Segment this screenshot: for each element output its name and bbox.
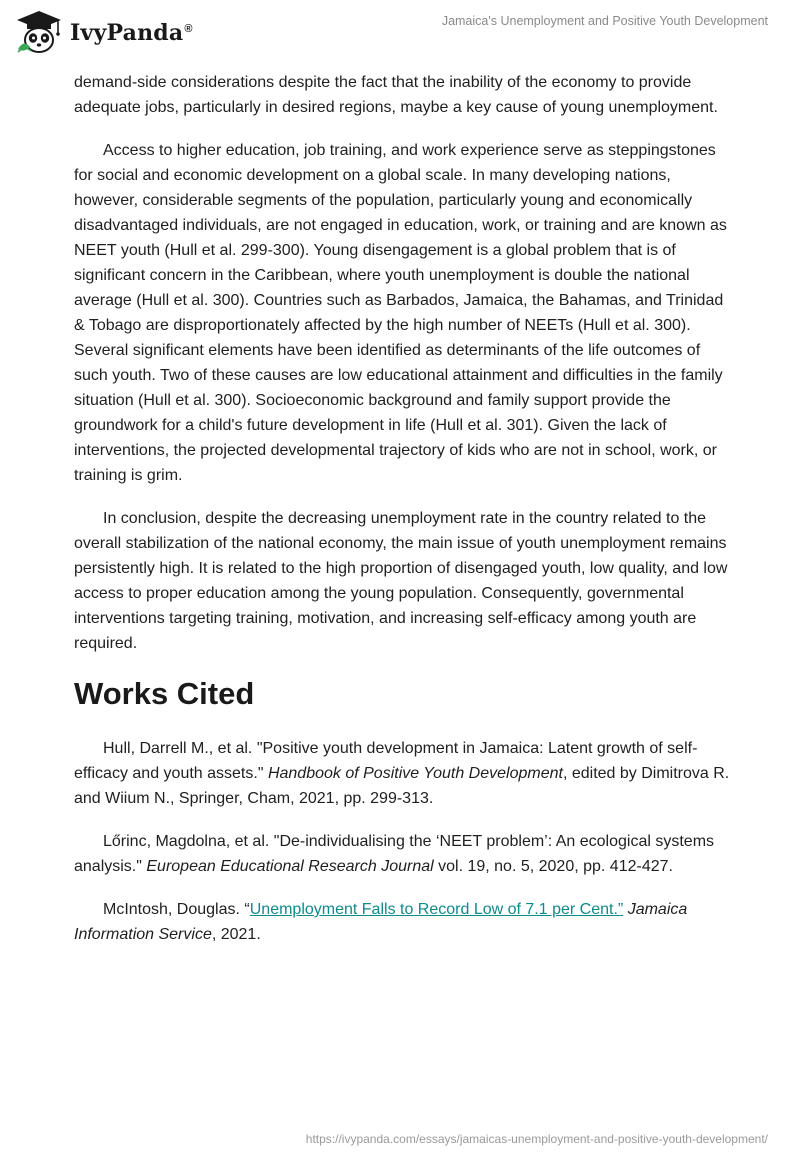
page-header: [0, 0, 800, 70]
citation-details: , 2021.: [211, 926, 261, 943]
body-paragraph: In conclusion, despite the decreasing unemployment rate in the country related to the overall stabilization of the national economy, the main issue of youth unemployment remains persistently high. It is related to the high proportion of disengaged youth, low quality, and low access to proper education among the young population. Consequently, governmental interventions targeting training, motivation, and increasing self-efficacy among youth are required.: [74, 510, 728, 652]
citation-source-title: Handbook of Positive Youth Development: [267, 765, 563, 782]
citation-entry: [74, 897, 730, 947]
brand-logo[interactable]: [14, 10, 193, 54]
body-paragraph: demand-side considerations despite the fact that the inability of the economy to provide adequate jobs, particularly in desired regions, maybe a key cause of young unemployment.: [74, 74, 718, 116]
running-title: Jamaica's Unemployment and Positive Youth Development: [441, 14, 768, 28]
citation-text: Hull, Darrell M., et al. "Positive youth development in Jamaica: Latent growth of self-efficacy and youth assets.": [74, 740, 698, 782]
citation-source-title: Jamaica Information Service: [74, 901, 688, 943]
source-url[interactable]: https://ivypanda.com/essays/jamaicas-unemployment-and-positive-youth-development/: [305, 1132, 768, 1146]
citation-source-title: European Educational Research Journal: [146, 858, 434, 875]
citation-entry: [74, 736, 730, 811]
citation-link[interactable]: Unemployment Falls to Record Low of 7.1 per Cent.”: [249, 901, 624, 918]
panda-graduate-icon: [14, 9, 64, 55]
registered-mark: ®: [184, 22, 193, 35]
citation-details: , edited by Dimitrova R. and Wiium N., Springer, Cham, 2021, pp. 299-313.: [74, 765, 730, 807]
citation-text: Lőrinc, Magdolna, et al. "De-individualising the ‘NEET problem’: An ecological systems analysis.": [74, 833, 715, 875]
brand-name: IvyPanda®: [70, 20, 193, 46]
body-paragraph: Access to higher education, job training, and work experience serve as steppingstones for social and economic development on a global scale. In many developing nations, however, considerable segments of the population, particularly young and economically disadvantaged individuals, are not engaged in education, work, or training and are known as NEET youth (Hull et al. 299-300). Young disengagement is a global problem that is of significant concern in the Caribbean, where youth unemployment is double the national average (Hull et al. 300). Countries such as Barbados, Jamaica, the Bahamas, and Trinidad & Tobago are disproportionately affected by the high number of NEETs (Hull et al. 300). Several significant elements have been identified as determinants of the life outcomes of such youth. Two of these causes are low educational attainment and difficulties in the family situation (Hull et al. 300). Socioeconomic background and family support provide the groundwork for a child's future development in life (Hull et al. 301). Given the lack of interventions, the projected developmental trajectory of kids who are not in school, work, or training is grim.: [74, 142, 727, 484]
essay-content: [74, 70, 730, 965]
citation-details: vol. 19, no. 5, 2020, pp. 412-427.: [433, 858, 673, 875]
citation-text: McIntosh, Douglas. “: [103, 901, 250, 918]
citation-entry: [74, 829, 730, 879]
works-cited-heading: Works Cited: [74, 676, 255, 711]
